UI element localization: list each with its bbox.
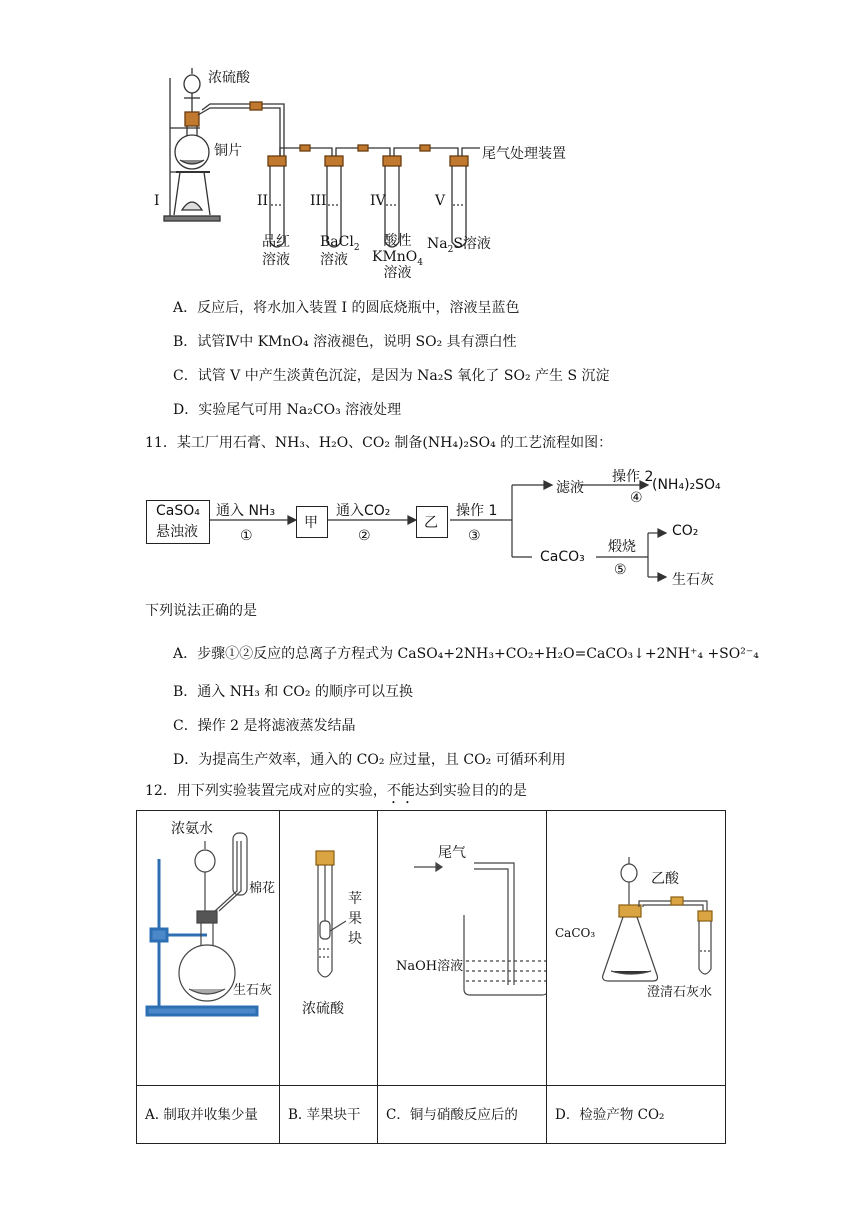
cell-a-caption: [137, 1086, 280, 1144]
apple-drying-diagram: [280, 811, 377, 1081]
flow-step3-num: ③: [468, 528, 481, 544]
q10-apparatus-diagram: [140, 60, 600, 290]
flow-co2: CO₂: [672, 523, 699, 539]
label-limewater: 澄清石灰水: [647, 985, 713, 1000]
flow-yi: 乙: [424, 515, 438, 531]
flow-step5-num: ⑤: [614, 562, 627, 578]
flow-lime: 生石灰: [672, 572, 714, 588]
flow-step1: 通入 NH₃: [216, 503, 276, 519]
label-tube-II: II: [257, 193, 269, 209]
q11-option-a[interactable]: A．步骤①②反应的总离子方程式为 CaSO₄+2NH₃+CO₂+H₂O=CaCO₃↓+2NH⁺₄ +SO²⁻₄: [173, 646, 759, 662]
q11-stem: 11．某工厂用石膏、NH₃、H₂O、CO₂ 制备(NH₄)₂SO₄ 的工艺流程如图：: [145, 435, 613, 451]
label-conc-ammonia: 浓氨水: [171, 821, 213, 837]
flow-filtrate: 滤液: [556, 480, 584, 496]
label-tube-I: I: [154, 193, 160, 209]
label-solution-IV: 酸性 KMnO$_4$ 溶液: [372, 233, 424, 281]
cell-d-apparatus: [547, 811, 726, 1086]
label-naoh: NaOH溶液: [396, 959, 464, 974]
flow-step4: 操作 2: [612, 469, 654, 485]
flow-step2: 通入CO₂: [336, 503, 391, 519]
cell-b-caption: [280, 1086, 378, 1144]
cell-b-apparatus: [280, 811, 378, 1086]
label-conc-h2so4-b: 浓硫酸: [302, 1001, 344, 1017]
caption-a: A. 制取并收集少量: [145, 1107, 258, 1123]
flow-step4-num: ④: [630, 490, 643, 506]
flow-step1-num: ①: [240, 528, 253, 544]
label-tube-IV: IV: [370, 193, 386, 209]
flow-product: (NH₄)₂SO₄: [652, 477, 721, 493]
flow-caco3: CaCO₃: [540, 549, 585, 565]
flow-step2-num: ②: [358, 528, 371, 544]
q10-option-d[interactable]: D．实验尾气可用 Na₂CO₃ 溶液处理: [173, 402, 402, 418]
caption-d: D．检验产物 CO₂: [555, 1107, 665, 1123]
caption-c: C．铜与硝酸反应后的: [386, 1107, 518, 1123]
cell-a-apparatus: [137, 811, 280, 1086]
label-apple-2: 果: [348, 911, 362, 927]
q11-prompt: 下列说法正确的是: [145, 603, 257, 619]
q10-option-c[interactable]: C．试管 V 中产生淡黄色沉淀，是因为 Na₂S 氧化了 SO₂ 产生 S 沉淀: [173, 368, 610, 384]
q11-option-c[interactable]: C．操作 2 是将滤液蒸发结晶: [173, 718, 356, 734]
label-tube-V: V: [435, 193, 446, 209]
q10-option-a[interactable]: A．反应后，将水加入装置 I 的圆底烧瓶中，溶液呈蓝色: [173, 300, 520, 316]
label-apple-3: 块: [348, 931, 362, 947]
q12-stem: 12．用下列实验装置完成对应的实验，不能达到实验目的的是: [145, 783, 527, 799]
flow-suspension: 悬浊液: [156, 524, 198, 540]
label-exhaust: 尾气处理装置: [482, 146, 566, 162]
q12-experiment-table: [136, 810, 726, 1144]
label-copper: 铜片: [214, 143, 242, 159]
cell-d-caption: [547, 1086, 726, 1144]
label-tube-III: III: [310, 193, 327, 209]
q11-option-b[interactable]: B．通入 NH₃ 和 CO₂ 的顺序可以互换: [173, 684, 413, 700]
label-cotton: 棉花: [249, 881, 276, 896]
q10-option-b[interactable]: B．试管Ⅳ中 KMnO₄ 溶液褪色，说明 SO₂ 具有漂白性: [173, 334, 517, 350]
co2-test-diagram: [547, 811, 725, 1081]
flow-caso4: CaSO₄: [156, 503, 200, 519]
label-exhaust-c: 尾气: [438, 845, 466, 861]
flow-jia: 甲: [304, 515, 318, 531]
caption-b: B. 苹果块干: [288, 1107, 361, 1123]
cell-c-caption: [378, 1086, 547, 1144]
label-acetic: 乙酸: [651, 871, 679, 887]
label-apple-1: 苹: [348, 891, 362, 907]
label-solution-III: BaCl$_2$ 溶液: [320, 234, 360, 268]
label-conc-h2so4: 浓硫酸: [208, 70, 250, 86]
flow-step3: 操作 1: [456, 503, 498, 519]
cell-c-apparatus: [378, 811, 547, 1086]
flow-step5: 煅烧: [608, 539, 636, 555]
label-solution-II: 品红溶液: [262, 234, 290, 268]
q11-option-d[interactable]: D．为提高生产效率，通入的 CO₂ 应过量，且 CO₂ 可循环利用: [173, 752, 566, 768]
q12-emphasis: 不能: [386, 783, 415, 799]
ammonia-setup-diagram: [137, 811, 279, 1081]
label-solution-V: $Na_2S$溶液: [427, 236, 491, 255]
label-caco3-d: CaCO₃: [555, 926, 596, 940]
label-lime: 生石灰: [233, 983, 273, 998]
